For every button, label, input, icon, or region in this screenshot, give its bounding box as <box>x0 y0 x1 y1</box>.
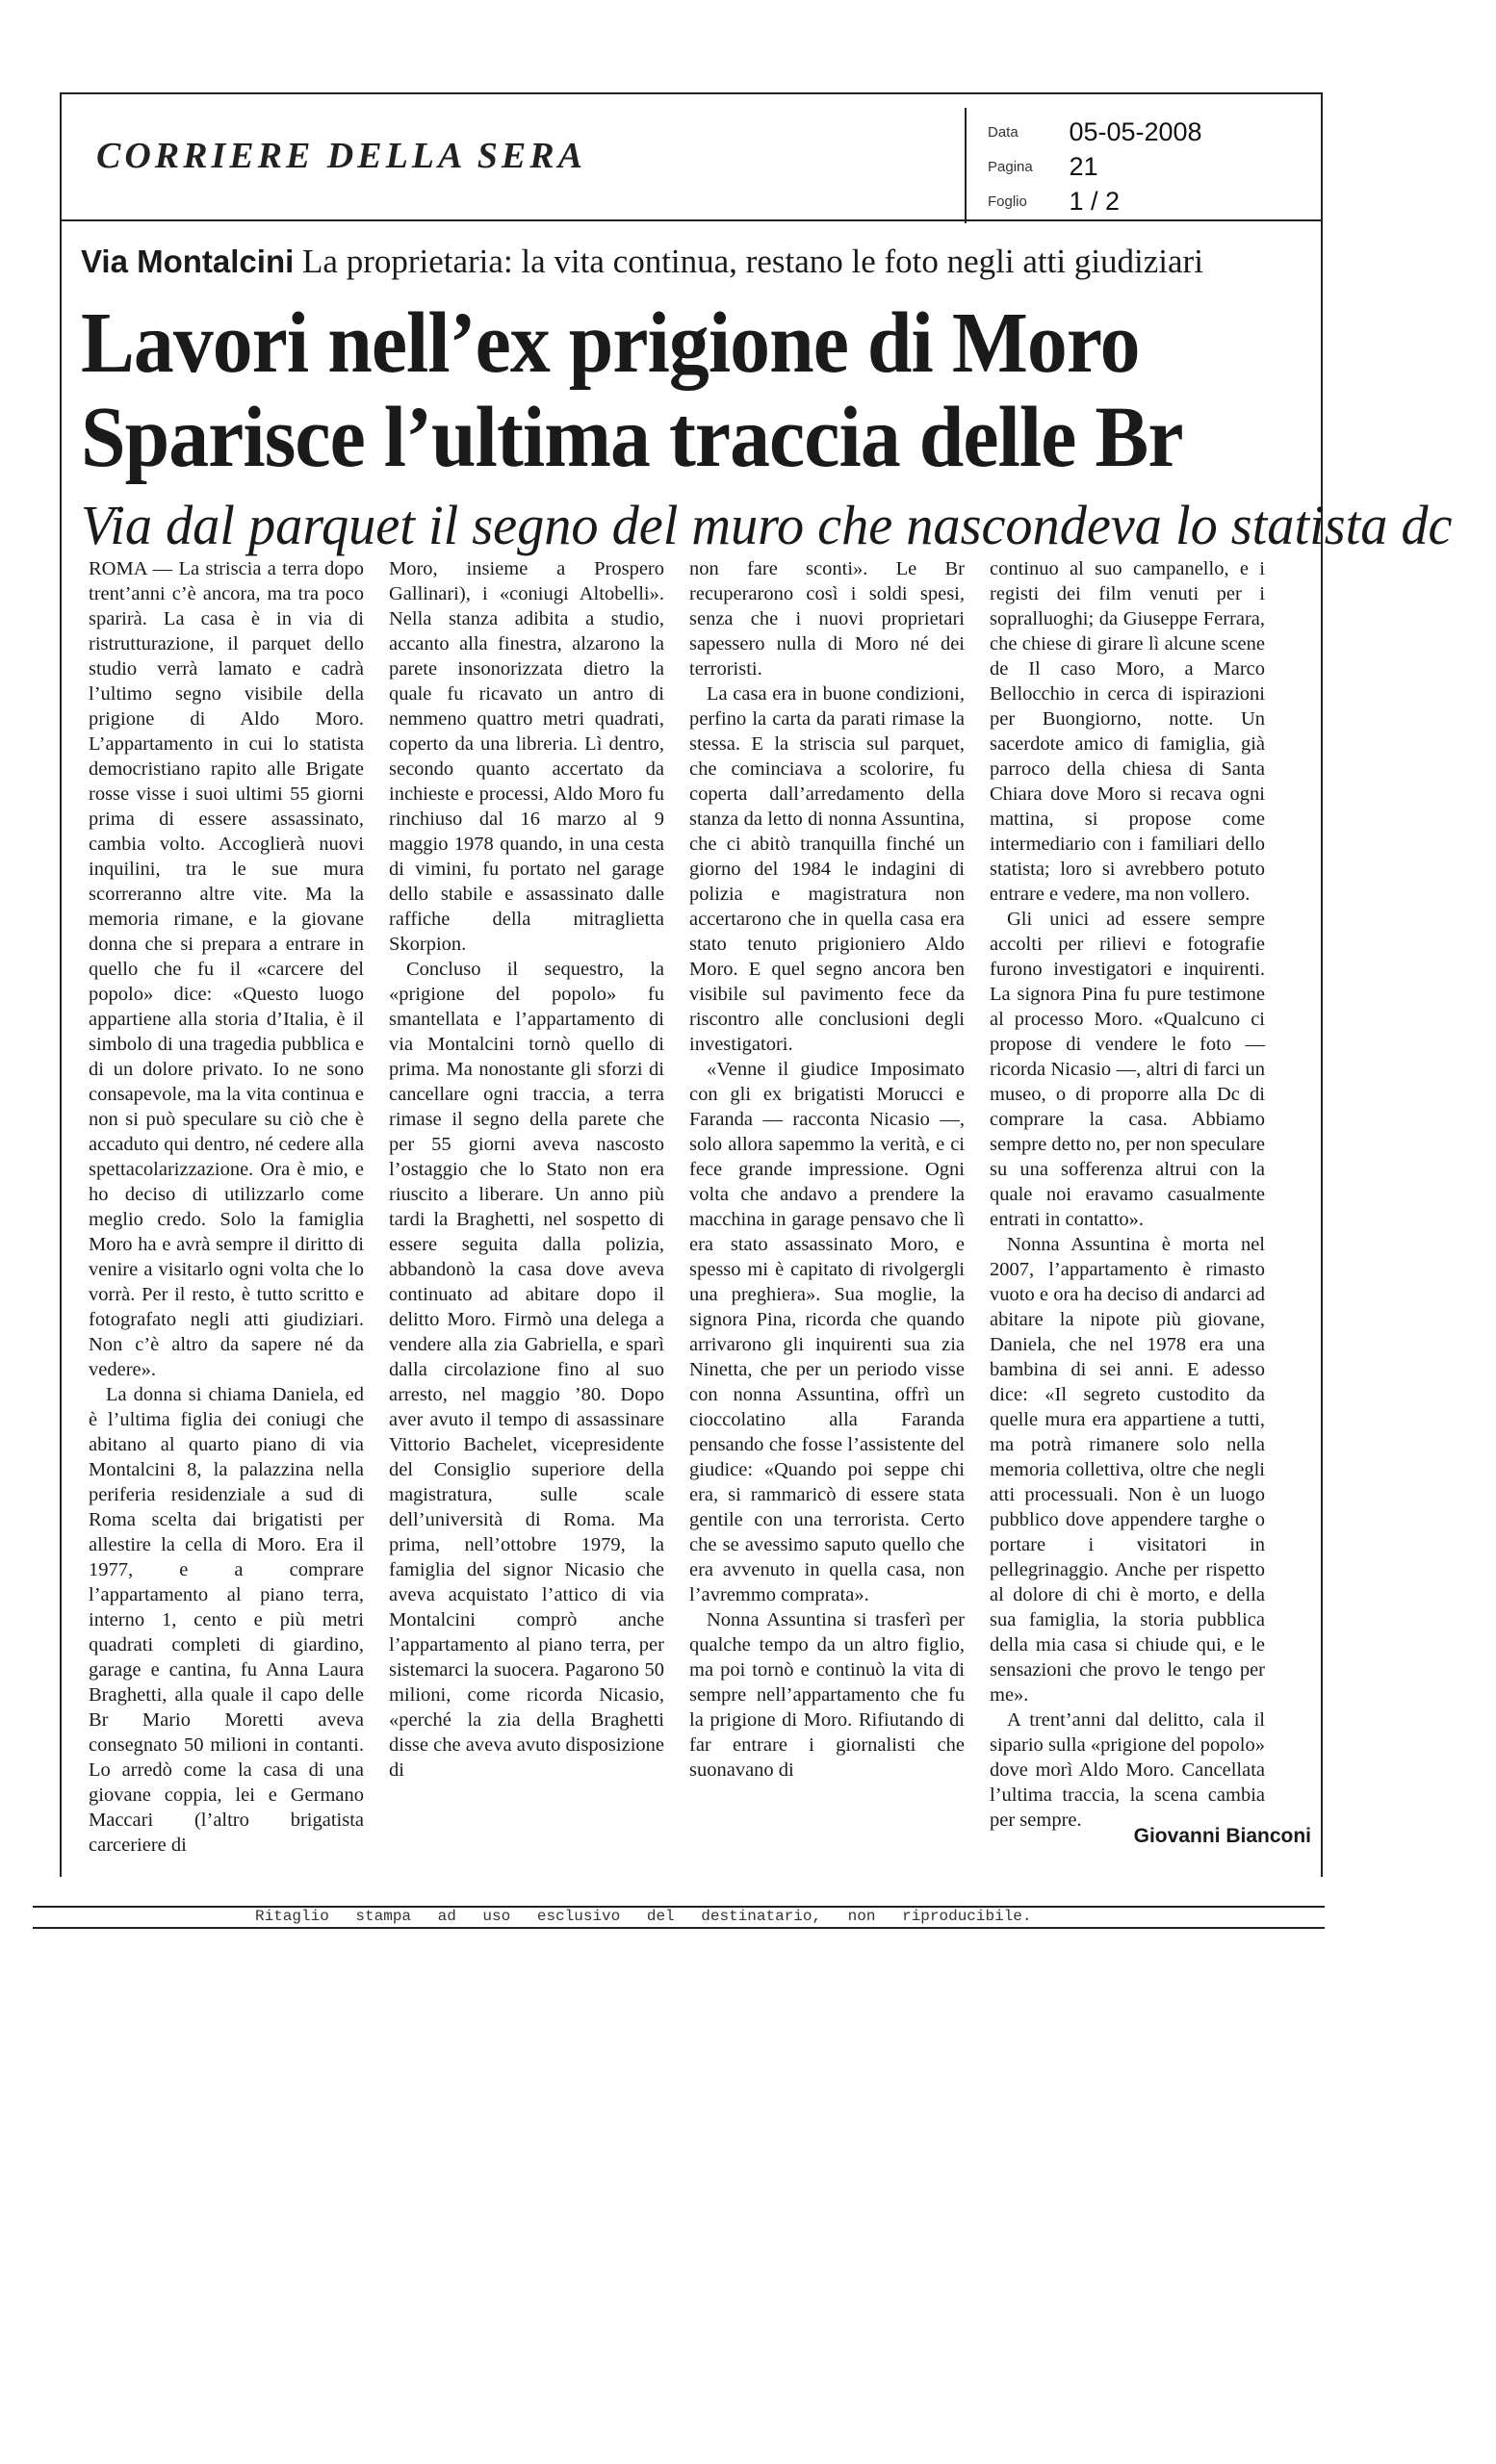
paragraph: Nonna Assuntina si trasferì per qualche tempo da un altro figlio, ma poi tornò e continuò la vita di sempre nell’appartamento che fu la prigione di Moro. Rifiutando di far entrare i giornalisti che suonavano di <box>689 1609 965 1781</box>
paragraph: Moro, insieme a Prospero Gallinari), i «coniugi Altobelli». Nella stanza adibita a studio, accanto alla finestra, alzarono la parete insonorizzata dietro la quale fu ricavato un antro di nemmeno quattro metri quadrati, coperto da una libreria. Lì dentro, secondo quanto accertato da inchieste e processi, Aldo Moro fu rinchiuso dal 16 marzo al 9 maggio 1978 quando, in una cesta di vimini, fu portato nel garage dello stabile e assassinato dalle raffiche della mitraglietta Skorpion. <box>389 558 664 955</box>
article-column-3 <box>689 556 965 1783</box>
paragraph: A trent’anni dal delitto, cala il sipario sulla «prigione del popolo» dove morì Aldo Moro. Cancellata l’ultima traccia, la scena cambia per sempre. <box>990 1709 1265 1831</box>
article-column-1 <box>89 556 364 1858</box>
meta-page-label: Pagina <box>988 159 1033 175</box>
article-subhead: Via dal parquet il segno del muro che nascondeva lo statista dc <box>81 494 1453 556</box>
meta-date-row <box>988 117 1202 147</box>
article-kicker <box>81 243 1203 281</box>
paragraph: «Venne il giudice Imposimato con gli ex brigatisti Morucci e Faranda — racconta Nicasio —, solo allora sapemmo la verità, e ci fece grande impressione. Ogni volta che andavo a prendere la macchina in garage pensavo che lì era stato assassinato Moro, e spesso mi è capitato di rivolgergli una preghiera». Sua moglie, la signora Pina, ricorda che quando arrivarono gli inquirenti sua zia Ninetta, che per un periodo visse con nonna Assuntina, offrì un cioccolatino alla Faranda pensando che fosse l’assistente del giudice: «Quando poi seppe chi era, si rammaricò di essere stata gentile con una terrorista. Certo che se avessimo saputo quello che era avvenuto in quella casa, non l’avremmo comprata». <box>689 1059 965 1605</box>
article-column-2 <box>389 556 664 1783</box>
headline-line-1: Lavori nell’ex prigione di Moro <box>81 295 1140 391</box>
meta-date-value: 05-05-2008 <box>1069 117 1202 146</box>
headline-line-2: Sparisce l’ultima traccia delle Br <box>81 390 1183 485</box>
meta-sheet-label: Foglio <box>988 193 1027 210</box>
paragraph: continuo al suo campanello, e i registi dei film venuti per i sopralluoghi; da Giuseppe Ferrara, che chiese di girare lì alcune scene de Il caso Moro, a Marco Bellocchio in cerca di ispirazioni per Buongiorno, notte. Un sacerdote amico di famiglia, già parroco della chiesa di Santa Chiara dove Moro si recava ogni mattina, si propose come intermediario con i familiari dello statista; loro si avrebbero potuto entrare e vedere, ma non vollero. <box>990 558 1265 905</box>
article-column-4 <box>990 556 1265 1833</box>
paragraph: ROMA — La striscia a terra dopo trent’anni c’è ancora, ma tra poco sparirà. La casa è in via di ristrutturazione, il parquet dello studio verrà lamato e cadrà l’ultimo segno visibile della prigione di Aldo Moro. L’appartamento in cui lo statista democristiano rapito alle Brigate rosse visse i suoi ultimi 55 giorni prima di essere assassinato, cambia volto. Accoglierà nuovi inquilini, tra le sue mura scorreranno altre vite. Ma la memoria rimane, e la giovane donna che si prepara a entrare in quello che fu il «carcere del popolo» dice: «Questo luogo appartiene alla storia d’Italia, è il simbolo di una tragedia pubblica e di un dolore privato. Io ne sono consapevole, ma la vita continua e non si può speculare su ciò che è accaduto qui dentro, né cedere alla spettacolarizzazione. Ora è mio, e ho deciso di utilizzarlo come meglio credo. Solo la famiglia Moro ha e avrà sempre il diritto di venire a visitarlo ogni volta che lo vorrà. Per il resto, è tutto scritto e fotografato negli atti giudiziari. Non c’è altro da sapere né da vedere». <box>89 558 364 1380</box>
meta-page-value: 21 <box>1069 152 1098 181</box>
author-byline: Giovanni Bianconi <box>1133 1825 1311 1847</box>
newspaper-masthead: CORRIERE DELLA SERA <box>96 136 586 176</box>
paragraph: Gli unici ad essere sempre accolti per rilievi e fotografie furono investigatori e inquirenti. La signora Pina fu pure testimone al processo Moro. «Qualcuno ci propose di vendere le foto — ricorda Nicasio —, altri di farci un museo, o di proporre alla Dc di comprare la casa. Abbiamo sempre detto no, per non speculare su una sofferenza altrui con la quale noi eravamo casualmente entrati in contatto». <box>990 909 1265 1230</box>
paragraph: La casa era in buone condizioni, perfino la carta da parati rimase la stessa. E la striscia sul parquet, che cominciava a scolorire, fu coperta dall’arredamento della stanza da letto di nonna Assuntina, che ci abitò tranquilla finché un giorno del 1984 le indagini di polizia e magistratura non accertarono che in quella casa era stato tenuto prigioniero Aldo Moro. E quel segno ancora ben visibile sul pavimento fece da riscontro alle conclusioni degli investigatori. <box>689 683 965 1055</box>
kicker-location: Via Montalcini <box>81 244 295 279</box>
meta-sheet-row <box>988 187 1120 217</box>
meta-date-label: Data <box>988 124 1019 141</box>
paragraph: Nonna Assuntina è morta nel 2007, l’appartamento è rimasto vuoto e ora ha deciso di andarci ad abitare la nipote più giovane, Daniela, che nel 1978 era una bambina di sei anni. E adesso dice: «Il segreto custodito da quelle mura era appartiene a tutti, ma potrà rimanere solo nella memoria collettiva, oltre che negli atti processuali. Non è un luogo pubblico dove appendere targhe o portare i visitatori in pellegrinaggio. Anche per rispetto al dolore di chi è morto, e della sua famiglia, la storia pubblica della mia casa si chiude qui, e le sensazioni che provo le tengo per me». <box>990 1234 1265 1706</box>
paragraph: La donna si chiama Daniela, ed è l’ultima figlia dei coniugi che abitano al quarto piano di via Montalcini 8, la palazzina nella periferia residenziale a sud di Roma scelta dai brigatisti per allestire la cella di Moro. Era il 1977, e a comprare l’appartamento al piano terra, interno 1, cento e più metri quadrati completi di giardino, garage e cantina, fu Anna Laura Braghetti, alla quale il capo delle Br Mario Moretti aveva consegnato 50 milioni in contanti. Lo arredò come la casa di una giovane coppia, lei e Germano Maccari (l’altro brigatista carceriere di <box>89 1384 364 1856</box>
meta-page-row <box>988 152 1098 182</box>
paragraph: Concluso il sequestro, la «prigione del popolo» fu smantellata e l’appartamento di via Montalcini tornò quello di prima. Ma nonostante gli sforzi di cancellare ogni traccia, a terra rimase il segno della parete che per 55 giorni aveva nascosto l’ostaggio che lo Stato non era riuscito a liberare. Un anno più tardi la Braghetti, nel sospetto di essere seguita dalla polizia, abbandonò la casa dove aveva continuato ad abitare dopo il delitto Moro. Firmò una delega a vendere alla zia Gabriella, e sparì dalla circolazione fino al suo arresto, nel maggio ’80. Dopo aver avuto il tempo di assassinare Vittorio Bachelet, vicepresidente del Consiglio superiore della magistratura, sulle scale dell’università di Roma. Ma prima, nell’ottobre 1979, la famiglia del signor Nicasio che aveva acquistato l’attico di via Montalcini comprò anche l’appartamento al piano terra, per sistemarci la suocera. Pagarono 50 milioni, come ricorda Nicasio, «perché la zia della Braghetti disse che aveva avuto disposizione di <box>389 959 664 1781</box>
paragraph: non fare sconti». Le Br recuperarono così i soldi spesi, senza che i nuovi proprietari sapessero nulla di Moro né dei terroristi. <box>689 558 965 680</box>
clipping-notice: Ritaglio stampa ad uso esclusivo del destinatario, non riproducibile. <box>255 1908 1032 1925</box>
kicker-text: La proprietaria: la vita continua, restano le foto negli atti giudiziari <box>302 243 1203 280</box>
clipping-meta <box>965 108 1325 223</box>
meta-sheet-value: 1 / 2 <box>1069 187 1120 216</box>
